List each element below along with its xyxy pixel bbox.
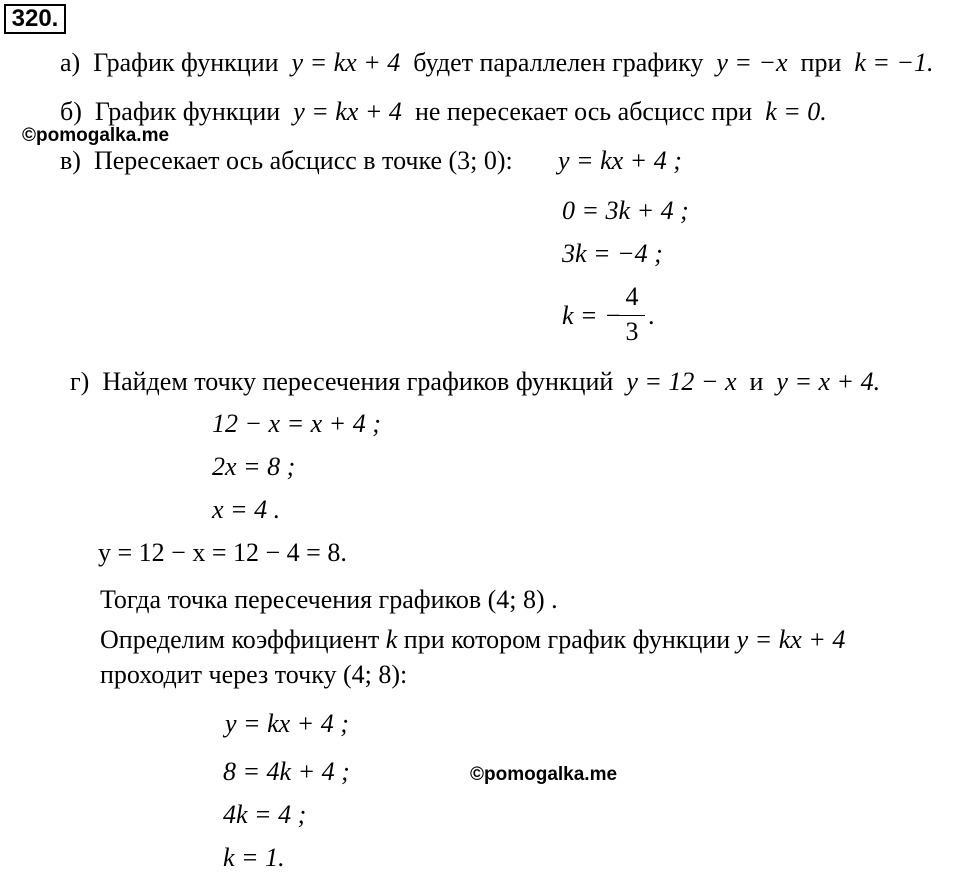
part-a-equation-3: k = −1. [854,48,934,77]
part-g-line [70,367,880,397]
part-a-text-3: при [800,48,842,77]
part-g-coef-equation: y = kx + 4 [736,625,846,654]
part-a-line [60,48,934,78]
watermark: ©pomogalka.me [470,764,618,785]
part-g-and: и [749,367,764,396]
part-b-equation-2: k = 0. [765,97,827,126]
part-a-equation-2: y = −x [716,48,788,77]
part-v-text: Пересекает ось абсцисс в точке (3; 0): [93,146,513,175]
part-g-function-1: y = 12 − x [626,367,737,396]
part-a-text-1: График функции [93,48,279,77]
part-g-intro: Найдем точку пересечения графиков функций [102,367,614,396]
part-b-text-1: График функции [94,97,281,126]
part-v-final-period: . [648,301,655,330]
part-v-line [60,146,513,176]
part-g-final-step: k = 1. [223,843,285,872]
part-g-step: 2x = 8 ; [212,452,296,481]
part-g-through-point: проходит через точку (4; 8): [100,660,408,689]
part-a-text-2: будет параллелен графику [413,48,704,77]
part-a-label: а) [60,48,81,77]
part-v-step: y = kx + 4 ; [558,146,682,175]
part-g-y-value: y = 12 − x = 12 − 4 = 8. [98,538,347,567]
part-g-step: 12 − x = x + 4 ; [212,409,381,438]
part-g-label: г) [70,367,90,396]
part-v-step: 3k = −4 ; [562,239,663,268]
part-v-step: 0 = 3k + 4 ; [562,196,689,225]
fraction-numerator: 4 [625,282,639,311]
part-g-intersection: Тогда точка пересечения графиков (4; 8) . [100,585,558,614]
part-g-step: x = 4 . [212,495,281,524]
part-g-coef-k: k [385,625,398,654]
watermark: ©pomogalka.me [22,125,170,146]
fraction-bar [619,315,645,316]
part-b-label: б) [60,97,82,126]
part-b-line [60,97,827,127]
part-g-final-step: 4k = 4 ; [223,800,307,829]
fraction-four-thirds [619,284,645,348]
part-v-label: в) [60,146,81,175]
part-a-equation-1: y = kx + 4 [291,48,401,77]
part-g-function-2: y = x + 4. [776,367,881,396]
part-g-final-step: y = kx + 4 ; [225,709,349,738]
part-b-text-2: не пересекает ось абсцисс при [414,97,753,126]
part-g-coef-text-1: Определим коэффициент [100,625,380,654]
part-v-final-lhs: k = − [562,301,622,330]
fraction-denominator: 3 [625,317,639,346]
part-g-coef-text-2: при котором график функции [403,625,731,654]
part-b-equation-1: y = kx + 4 [293,97,402,126]
part-g-final-step: 8 = 4k + 4 ; [223,757,350,786]
problem-number: 320. [4,4,66,34]
part-g-coefficient-line [100,625,845,655]
